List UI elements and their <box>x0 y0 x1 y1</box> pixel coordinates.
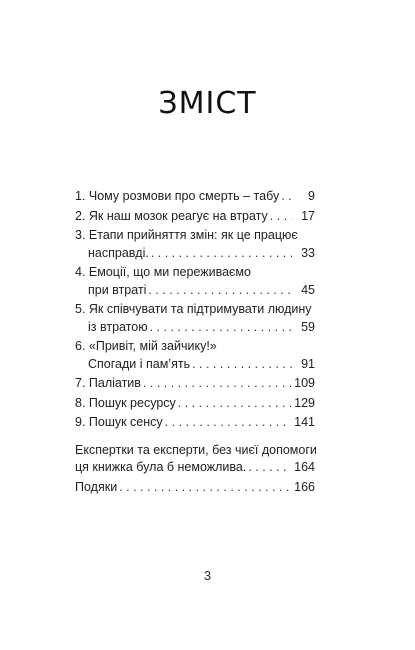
toc-entry-page: 141 <box>294 415 315 429</box>
page-number: 3 <box>203 568 212 583</box>
toc-entry-title-continued: насправді. <box>88 245 149 260</box>
toc-entry[interactable] <box>75 442 315 477</box>
toc-entry-title: 2. Як наш мозок реагує на втрату <box>75 208 268 223</box>
toc-entry-page: 166 <box>294 479 315 494</box>
toc-entry-page: 164 <box>294 460 315 474</box>
toc-entry-title: 8. Пошук ресурсу <box>75 395 176 410</box>
dot-leader <box>165 414 291 432</box>
toc-entry-page: 33 <box>301 245 315 260</box>
toc-entry-page: 109 <box>294 376 315 390</box>
toc-entry[interactable] <box>75 395 315 413</box>
toc-entry[interactable] <box>75 479 315 497</box>
toc-entry-title: 4. Емоції, що ми переживаємо <box>75 265 251 279</box>
toc-entry[interactable] <box>75 414 315 432</box>
toc-entry-title-continued: ця книжка була б неможлива. <box>75 460 247 474</box>
dot-leader <box>192 356 292 374</box>
toc-entry-title-continued: при втраті <box>88 282 147 297</box>
toc-entry[interactable] <box>75 227 315 262</box>
toc-entry[interactable] <box>75 264 315 299</box>
toc-entry-title: Подяки <box>75 479 118 494</box>
toc-entry-title: 7. Паліатив <box>75 376 141 390</box>
toc-entry-title-continued: Спогади і пам’ять <box>88 356 191 371</box>
toc-entry[interactable] <box>75 375 315 393</box>
toc-entry[interactable] <box>75 208 315 226</box>
toc-entry-page: 17 <box>301 208 315 223</box>
toc-entry-title: 3. Етапи прийняття змін: як це працює <box>75 228 298 242</box>
toc-entry-page: 91 <box>301 356 315 371</box>
page-title: ЗМІСТ <box>158 86 257 121</box>
toc-entry-title: 6. «Привіт, мій зайчику!» <box>75 339 217 353</box>
toc-entry-page: 59 <box>301 319 315 334</box>
toc-entry-title: 5. Як співчувати та підтримувати людину <box>75 302 312 316</box>
toc-entry[interactable] <box>75 188 315 206</box>
dot-leader <box>248 459 291 477</box>
toc-entry[interactable] <box>75 301 315 336</box>
toc-entry-page: 9 <box>308 189 315 203</box>
toc-entry-page: 45 <box>301 282 315 297</box>
dot-leader <box>148 282 292 300</box>
toc-entry-page: 129 <box>294 395 315 410</box>
toc-entry-title-continued: із втратою <box>88 319 148 334</box>
dot-leader <box>143 375 291 393</box>
toc-entry[interactable] <box>75 338 315 373</box>
toc-entry-title: 9. Пошук сенсу <box>75 415 163 429</box>
dot-leader <box>150 319 292 337</box>
dot-leader <box>281 188 292 206</box>
dot-leader <box>270 208 292 226</box>
dot-leader <box>178 395 291 413</box>
table-of-contents <box>75 188 315 498</box>
toc-entry-title: Експертки та експерти, без чиєї допомоги <box>75 442 317 457</box>
dot-leader <box>119 479 291 497</box>
dot-leader <box>151 245 292 263</box>
toc-entry-title: 1. Чому розмови про смерть – табу <box>75 189 280 203</box>
